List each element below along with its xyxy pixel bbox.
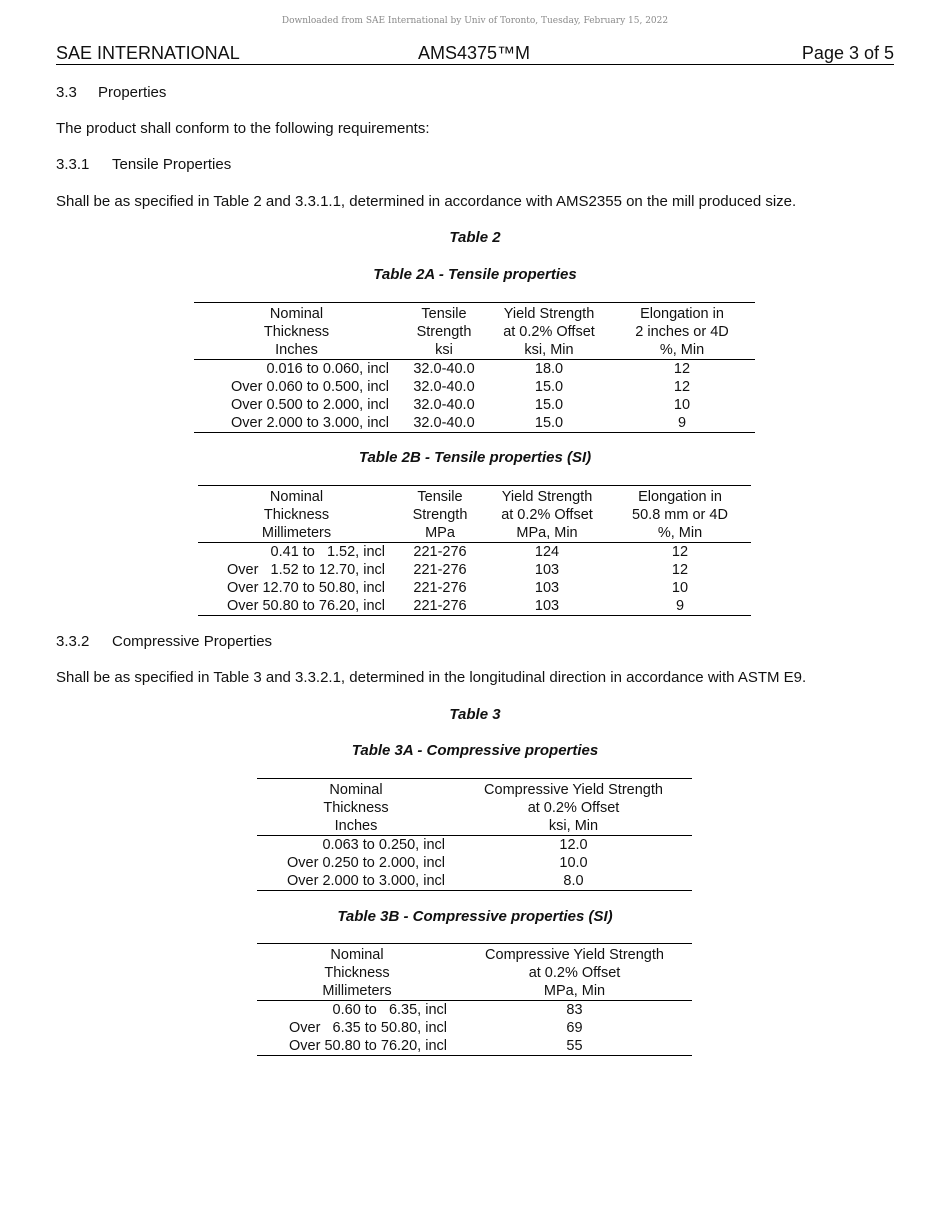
value-cell: 83 xyxy=(566,1002,583,1018)
column-header: Strength xyxy=(412,507,468,523)
section-3-3-intro: The product shall conform to the following requirements: xyxy=(56,120,430,137)
value-cell: 15.0 xyxy=(534,397,564,413)
column-header: Yield Strength xyxy=(485,486,609,507)
thickness-cell: Over 50.80 to 76.20, incl xyxy=(257,1037,457,1056)
thickness-cell: 0.41 to 1.52, incl xyxy=(270,544,385,560)
column-header: Strength xyxy=(416,324,472,340)
value-cell: 32.0-40.0 xyxy=(399,414,489,433)
value-cell: 221-276 xyxy=(413,580,467,596)
header-row xyxy=(198,486,751,507)
section-3-3-1-text: Shall be as specified in Table 2 and 3.3.1.1, determined in accordance with AMS2355 on the mill produced size. xyxy=(56,193,797,210)
column-header: ksi xyxy=(399,341,489,360)
column-header: Thickness xyxy=(263,507,330,523)
value-cell: 10 xyxy=(673,397,691,413)
value-cell: 15.0 xyxy=(489,414,609,433)
thickness-cell: Over 6.35 to 50.80, incl xyxy=(289,1020,447,1036)
table-row xyxy=(194,396,755,414)
header-row xyxy=(257,799,692,817)
column-header: Millimeters xyxy=(257,982,457,1001)
column-header: Tensile xyxy=(399,303,489,324)
table-3a xyxy=(257,778,692,891)
value-cell: 221-276 xyxy=(395,597,485,616)
thickness-cell: Over 0.500 to 2.000, incl xyxy=(231,397,389,413)
value-cell: 9 xyxy=(609,597,751,616)
value-cell: 221-276 xyxy=(413,562,467,578)
value-cell: 15.0 xyxy=(534,379,564,395)
value-cell: 12.0 xyxy=(559,837,588,853)
section-3-3-heading xyxy=(56,84,166,101)
page-header xyxy=(56,43,894,65)
value-cell: 32.0-40.0 xyxy=(413,361,475,377)
thickness-cell: Over 0.250 to 2.000, incl xyxy=(287,855,445,871)
value-cell: 69 xyxy=(566,1020,583,1036)
column-header: Thickness xyxy=(324,965,390,981)
value-cell: 18.0 xyxy=(534,361,564,377)
thickness-cell: Over 12.70 to 50.80, incl xyxy=(227,580,385,596)
thickness-cell: 0.063 to 0.250, incl xyxy=(322,837,445,853)
header-row xyxy=(194,341,755,360)
header-row xyxy=(257,817,692,836)
thickness-cell: Over 2.000 to 3.000, incl xyxy=(257,872,455,891)
value-cell: 12 xyxy=(671,544,689,560)
table-2b-caption: Table 2B - Tensile properties (SI) xyxy=(358,449,592,466)
table-row xyxy=(198,543,751,562)
column-header: Tensile xyxy=(395,486,485,507)
header-org: SAE INTERNATIONAL xyxy=(56,43,240,63)
column-header: 50.8 mm or 4D xyxy=(632,507,728,523)
table-row xyxy=(257,854,692,872)
value-cell: 9 xyxy=(609,414,755,433)
column-header: %, Min xyxy=(609,341,755,360)
column-header: Nominal xyxy=(194,303,399,324)
value-cell: 10.0 xyxy=(559,855,588,871)
header-row xyxy=(198,524,751,543)
column-header: MPa, Min xyxy=(457,982,692,1001)
value-cell: 10 xyxy=(671,580,689,596)
table-3-caption: Table 3 xyxy=(449,706,501,723)
column-header: Yield Strength xyxy=(489,303,609,324)
download-watermark: Downloaded from SAE International by Univ of Toronto, Tuesday, February 15, 2022 xyxy=(281,16,669,26)
table-2a-caption: Table 2A - Tensile properties xyxy=(373,266,577,283)
value-cell: 221-276 xyxy=(413,544,467,560)
header-row xyxy=(257,964,692,982)
table-3b xyxy=(257,943,692,1056)
value-cell: 32.0-40.0 xyxy=(413,379,475,395)
table-2b xyxy=(198,485,751,616)
section-3-3-2-heading xyxy=(56,633,272,650)
table-row xyxy=(198,579,751,597)
column-header: Millimeters xyxy=(198,524,395,543)
table-2a xyxy=(194,302,755,433)
table-row xyxy=(198,561,751,579)
section-title: Compressive Properties xyxy=(112,633,273,650)
table-row xyxy=(194,360,755,379)
column-header: Thickness xyxy=(263,324,330,340)
thickness-cell: 0.60 to 6.35, incl xyxy=(332,1002,447,1018)
column-header: ksi, Min xyxy=(489,341,609,360)
value-cell: 103 xyxy=(534,580,560,596)
section-title: Tensile Properties xyxy=(112,156,232,173)
column-header: ksi, Min xyxy=(455,817,692,836)
column-header: 2 inches or 4D xyxy=(635,324,729,340)
column-header: Elongation in xyxy=(609,303,755,324)
table-row xyxy=(257,836,692,855)
thickness-cell: Over 0.060 to 0.500, incl xyxy=(231,379,389,395)
column-header: Inches xyxy=(194,341,399,360)
header-row xyxy=(257,982,692,1001)
value-cell: 124 xyxy=(534,544,560,560)
value-cell: 12 xyxy=(673,361,691,377)
value-cell: 12 xyxy=(673,379,691,395)
thickness-cell: 0.016 to 0.060, incl xyxy=(266,361,389,377)
column-header: at 0.2% Offset xyxy=(528,965,621,981)
header-doc-number: AMS4375™M xyxy=(418,43,531,63)
section-number: 3.3 xyxy=(56,84,77,101)
thickness-cell: Over 50.80 to 76.20, incl xyxy=(198,597,395,616)
section-number: 3.3.2 xyxy=(56,633,90,650)
column-header: Nominal xyxy=(257,779,455,800)
thickness-cell: Over 1.52 to 12.70, incl xyxy=(227,562,385,578)
header-row xyxy=(194,323,755,341)
section-3-3-2-text: Shall be as specified in Table 3 and 3.3.2.1, determined in the longitudinal direction in accordance with ASTM E9. xyxy=(56,669,807,686)
column-header: at 0.2% Offset xyxy=(527,800,620,816)
value-cell: 55 xyxy=(457,1037,692,1056)
column-header: MPa, Min xyxy=(485,524,609,543)
header-page-number: Page 3 of 5 xyxy=(801,43,894,63)
section-number: 3.3.1 xyxy=(56,156,90,173)
column-header: Compressive Yield Strength xyxy=(455,779,692,800)
table-row xyxy=(257,1037,692,1056)
value-cell: 103 xyxy=(485,597,609,616)
column-header: Thickness xyxy=(323,800,389,816)
value-cell: 32.0-40.0 xyxy=(413,397,475,413)
column-header: Nominal xyxy=(198,486,395,507)
column-header: Nominal xyxy=(257,944,457,965)
table-2-caption: Table 2 xyxy=(449,229,501,246)
header-row xyxy=(194,303,755,324)
header-row xyxy=(257,779,692,800)
header-row xyxy=(257,944,692,965)
column-header: Elongation in xyxy=(609,486,751,507)
column-header: at 0.2% Offset xyxy=(503,324,595,340)
column-header: MPa xyxy=(395,524,485,543)
value-cell: 12 xyxy=(671,562,689,578)
table-3b-caption: Table 3B - Compressive properties (SI) xyxy=(337,908,613,925)
column-header: Inches xyxy=(257,817,455,836)
table-row xyxy=(194,414,755,433)
column-header: Compressive Yield Strength xyxy=(457,944,692,965)
section-3-3-1-heading xyxy=(56,156,231,173)
thickness-cell: Over 2.000 to 3.000, incl xyxy=(194,414,399,433)
table-row xyxy=(257,1001,692,1020)
table-row xyxy=(257,872,692,891)
value-cell: 103 xyxy=(534,562,560,578)
table-row xyxy=(198,597,751,616)
table-3a-caption: Table 3A - Compressive properties xyxy=(351,742,599,759)
header-row xyxy=(198,506,751,524)
section-title: Properties xyxy=(98,84,167,101)
value-cell: 8.0 xyxy=(455,872,692,891)
table-row xyxy=(257,1019,692,1037)
column-header: at 0.2% Offset xyxy=(501,507,593,523)
column-header: %, Min xyxy=(609,524,751,543)
table-row xyxy=(194,378,755,396)
